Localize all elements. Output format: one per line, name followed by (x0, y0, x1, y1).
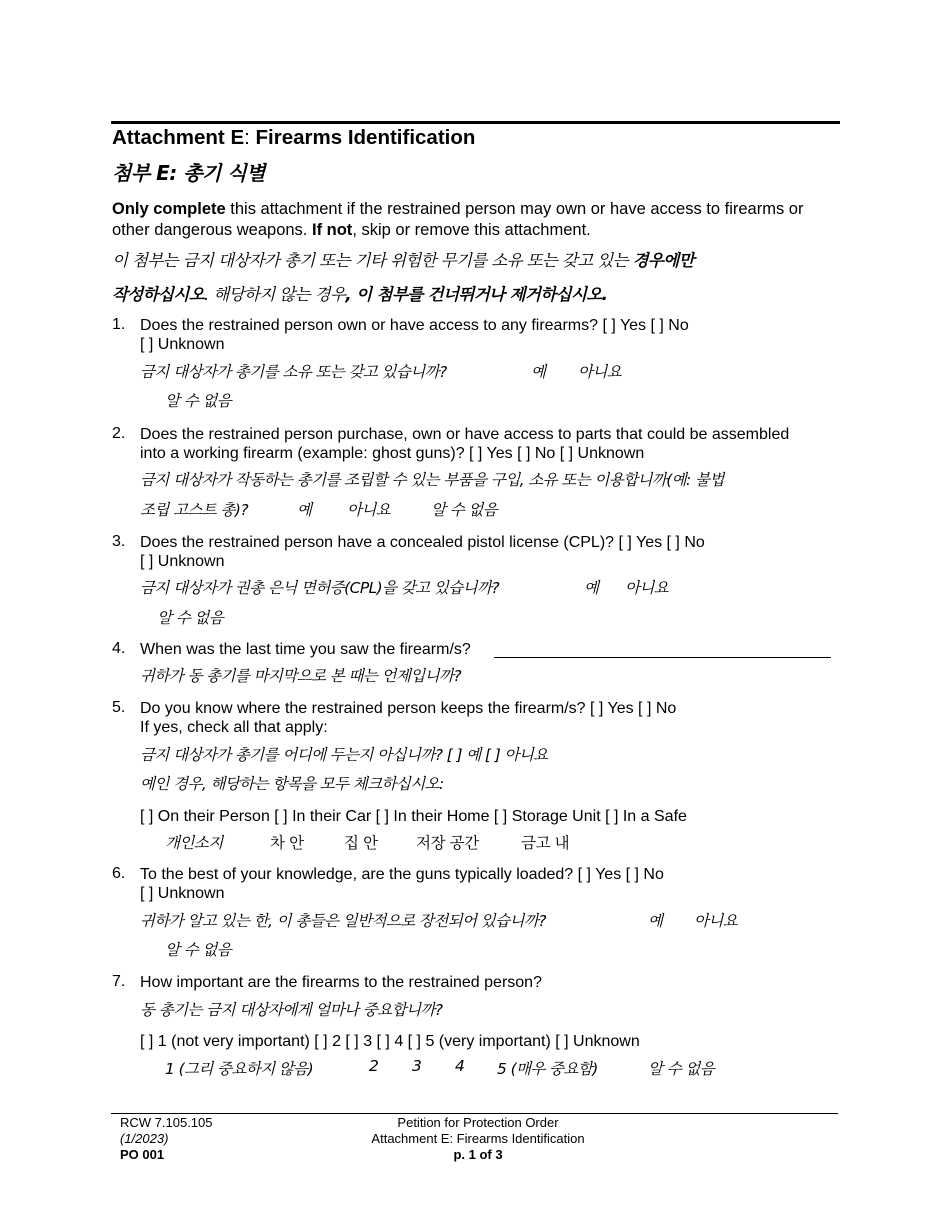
question-1-korean: 금지 대상자가 총기를 소유 또는 갖고 있습니까? (140, 363, 447, 381)
option-storage-korean: 저장 공간 (416, 834, 479, 852)
footer-form-number: PO 001 (120, 1147, 165, 1162)
question-4-text: When was the last time you saw the firearm/s? (140, 641, 471, 658)
question-6-korean: 귀하가 알고 있는 한, 이 총들은 일반적으로 장전되어 있습니까? (140, 912, 546, 930)
question-5-korean: 금지 대상자가 총기를 어디에 두는지 아십니까? [ ] 예 [ ] 아니요 (140, 746, 548, 764)
answer-yes-korean: 예 (531, 363, 546, 381)
question-4-korean: 귀하가 동 총기를 마지막으로 본 때는 언제입니까? (140, 667, 462, 685)
question-2-korean-line2: 조립 고스트 총)? (140, 501, 248, 519)
importance-3-korean: 3 (412, 1057, 422, 1075)
top-rule (111, 121, 840, 124)
footer-doc-subtitle: Attachment E: Firearms Identification (371, 1131, 585, 1146)
footer-rule (111, 1113, 838, 1114)
importance-options: [ ] 1 (not very important) [ ] 2 [ ] 3 [ ] 4 [ ] 5 (very important) [ ] Unknown (140, 1033, 640, 1050)
answer-no-korean: 아니요 (347, 501, 391, 519)
question-2-text-line2: into a working firearm (example: ghost guns)? [ ] Yes [ ] No [ ] Unknown (140, 445, 645, 462)
importance-unknown-korean: 알 수 없음 (648, 1060, 715, 1078)
answer-unknown-korean: 알 수 없음 (165, 941, 232, 959)
question-3-text: Does the restrained person have a concealed pistol license (CPL)? [ ] Yes [ ] No (140, 534, 705, 551)
question-number: 6. (112, 865, 126, 882)
question-number: 1. (112, 316, 126, 333)
question-3-korean: 금지 대상자가 권총 은닉 면허증(CPL)을 갖고 있습니까? (140, 579, 499, 597)
question-5-instruction: If yes, check all that apply: (140, 719, 328, 736)
importance-1-korean: 1 (그리 중요하지 않음) (165, 1060, 314, 1078)
intro-korean-line1: 이 첨부는 금지 대상자가 총기 또는 기타 위험한 무기를 소유 또는 갖고 있는 경우에만 (112, 251, 694, 270)
question-number: 4. (112, 640, 126, 657)
answer-unknown-korean: 알 수 없음 (165, 392, 232, 410)
answer-yes-korean: 예 (648, 912, 663, 930)
question-number: 3. (112, 533, 126, 550)
question-3-unknown: [ ] Unknown (140, 553, 225, 570)
location-options: [ ] On their Person [ ] In their Car [ ] In their Home [ ] Storage Unit [ ] In a Safe (140, 808, 687, 825)
question-number: 2. (112, 425, 126, 442)
question-1-text: Does the restrained person own or have access to any firearms? [ ] Yes [ ] No (140, 317, 689, 334)
last-seen-answer-line[interactable] (494, 657, 831, 658)
answer-yes-korean: 예 (297, 501, 312, 519)
option-person-korean: 개인소지 (165, 834, 223, 852)
importance-4-korean: 4 (455, 1057, 465, 1075)
option-home-korean: 집 안 (344, 834, 378, 852)
option-safe-korean: 금고 내 (521, 834, 570, 852)
question-1-unknown: [ ] Unknown (140, 336, 225, 353)
question-number: 5. (112, 699, 126, 716)
footer-doc-title: Petition for Protection Order (397, 1115, 559, 1130)
question-number: 7. (112, 973, 126, 990)
intro-korean-line2: 작성하십시오. 해당하지 않는 경우, 이 첨부를 건너뛰거나 제거하십시오. (112, 285, 608, 304)
intro-paragraph: Only complete this attachment if the restrained person may own or have access to firearms or other dangerous weapons. If not, skip or remove this attachment. (112, 200, 804, 239)
answer-no-korean: 아니요 (694, 912, 738, 930)
question-5-korean-instruction: 예인 경우, 해당하는 항목을 모두 체크하십시오: (140, 775, 444, 793)
question-2-korean: 금지 대상자가 작동하는 총기를 조립할 수 있는 부품을 구입, 소유 또는 이용합니까(예: 불법 (140, 471, 724, 489)
question-2-text: Does the restrained person purchase, own or have access to parts that could be assembled (140, 426, 790, 443)
answer-unknown-korean: 알 수 없음 (157, 609, 224, 627)
question-7-text: How important are the firearms to the restrained person? (140, 974, 542, 991)
question-6-unknown: [ ] Unknown (140, 885, 225, 902)
footer-date: (1/2023) (120, 1131, 169, 1146)
option-car-korean: 차 안 (270, 834, 304, 852)
footer-rcw: RCW 7.105.105 (120, 1115, 213, 1130)
page-title: Attachment E: Firearms Identification (112, 126, 476, 149)
importance-2-korean: 2 (369, 1057, 379, 1075)
question-6-text: To the best of your knowledge, are the guns typically loaded? [ ] Yes [ ] No (140, 866, 664, 883)
importance-5-korean: 5 (매우 중요함) (497, 1060, 598, 1078)
answer-no-korean: 아니요 (578, 363, 622, 381)
answer-yes-korean: 예 (584, 579, 599, 597)
question-5-text: Do you know where the restrained person keeps the firearm/s? [ ] Yes [ ] No (140, 700, 677, 717)
footer-page-number: p. 1 of 3 (453, 1147, 503, 1162)
answer-unknown-korean: 알 수 없음 (431, 501, 498, 519)
page-title-korean: 첨부 E: 총기 식별 (112, 161, 265, 185)
question-7-korean: 동 총기는 금지 대상자에게 얼마나 중요합니까? (140, 1001, 443, 1019)
answer-no-korean: 아니요 (625, 579, 669, 597)
